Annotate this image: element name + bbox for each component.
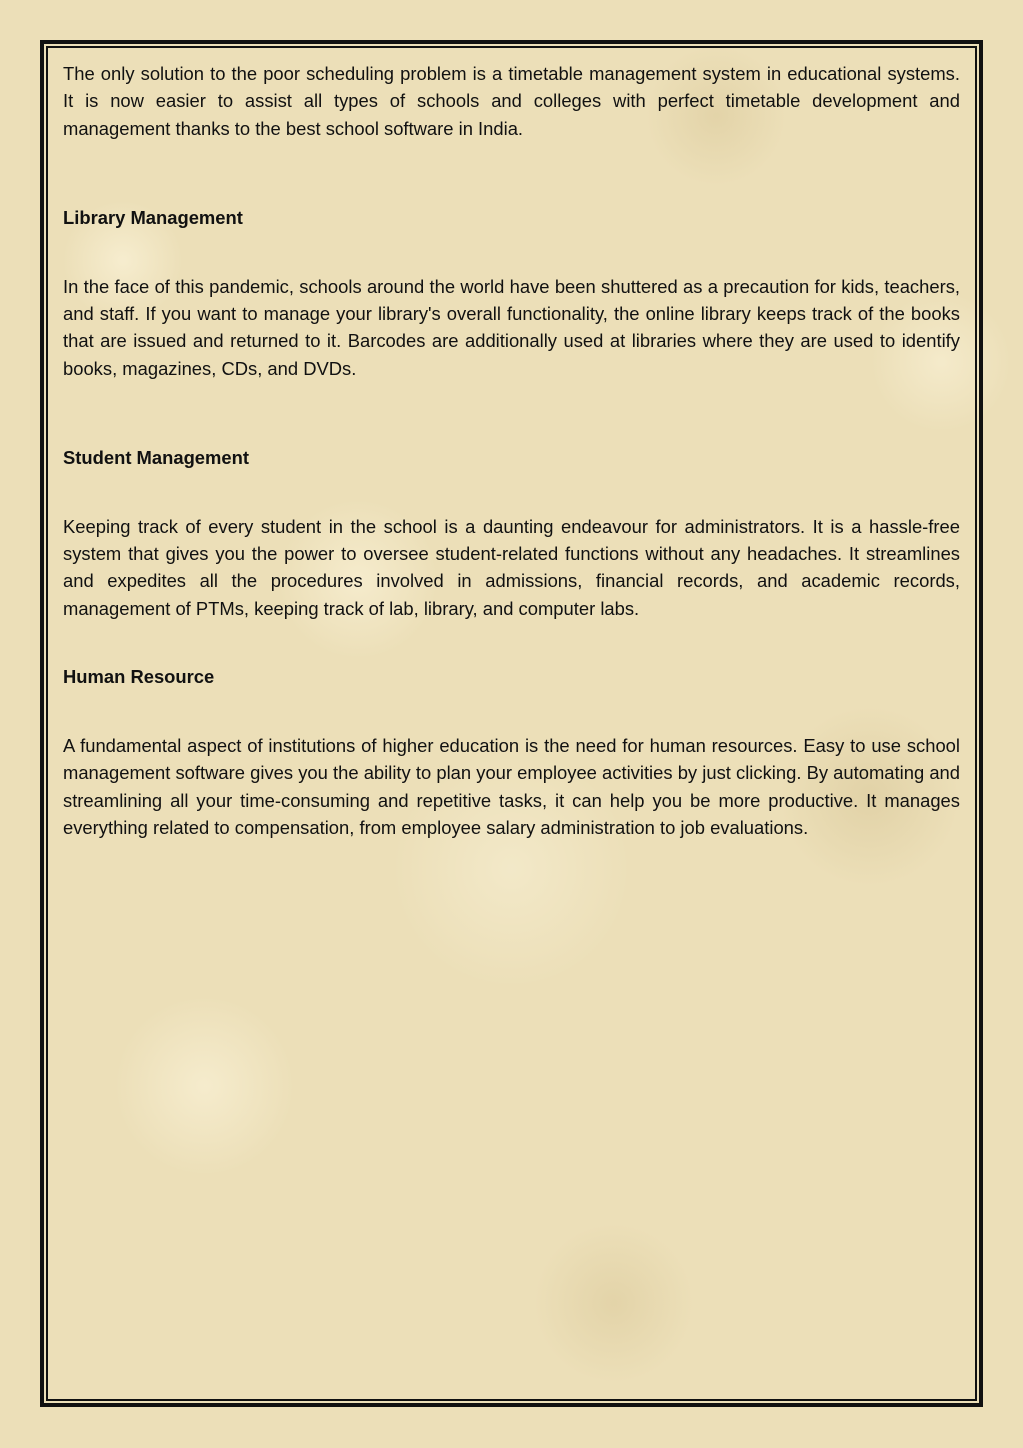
section-heading-human-resource: Human Resource	[63, 666, 215, 688]
section-body-student-management: Keeping track of every student in the school is a daunting endeavour for administrators. It is a hassle-free system that gives you the power to oversee student-related functions without any headaches. It streamlines and expedites all the procedures involved in admissions, financial records, and academic records, management of PTMs, keeping track of lab, library, and computer labs.	[63, 515, 960, 619]
section-heading-student-management: Student Management	[63, 447, 249, 469]
section-heading-library-management: Library Management	[63, 207, 243, 229]
intro-paragraph: The only solution to the poor scheduling problem is a timetable management system in educational systems. It is now easier to assist all types of schools and colleges with perfect timetable development and management thanks to the best school software in India.	[63, 63, 960, 139]
section-body-library-management: In the face of this pandemic, schools around the world have been shuttered as a precaution for kids, teachers, and staff. If you want to manage your library's overall functionality, the online library keeps track of the books that are issued and returned to it. Barcodes are additionally used at libraries where they are used to identify books, magazines, CDs, and DVDs.	[63, 275, 960, 379]
section-body-human-resource: A fundamental aspect of institutions of higher education is the need for human resources. Easy to use school management software gives you the ability to plan your employee activities by just clicking. By automating and streamlining all your time-consuming and repetitive tasks, it can help you be more productive. It manages everything related to compensation, from employee salary administration to job evaluations.	[63, 734, 960, 838]
document-body	[63, 60, 960, 841]
